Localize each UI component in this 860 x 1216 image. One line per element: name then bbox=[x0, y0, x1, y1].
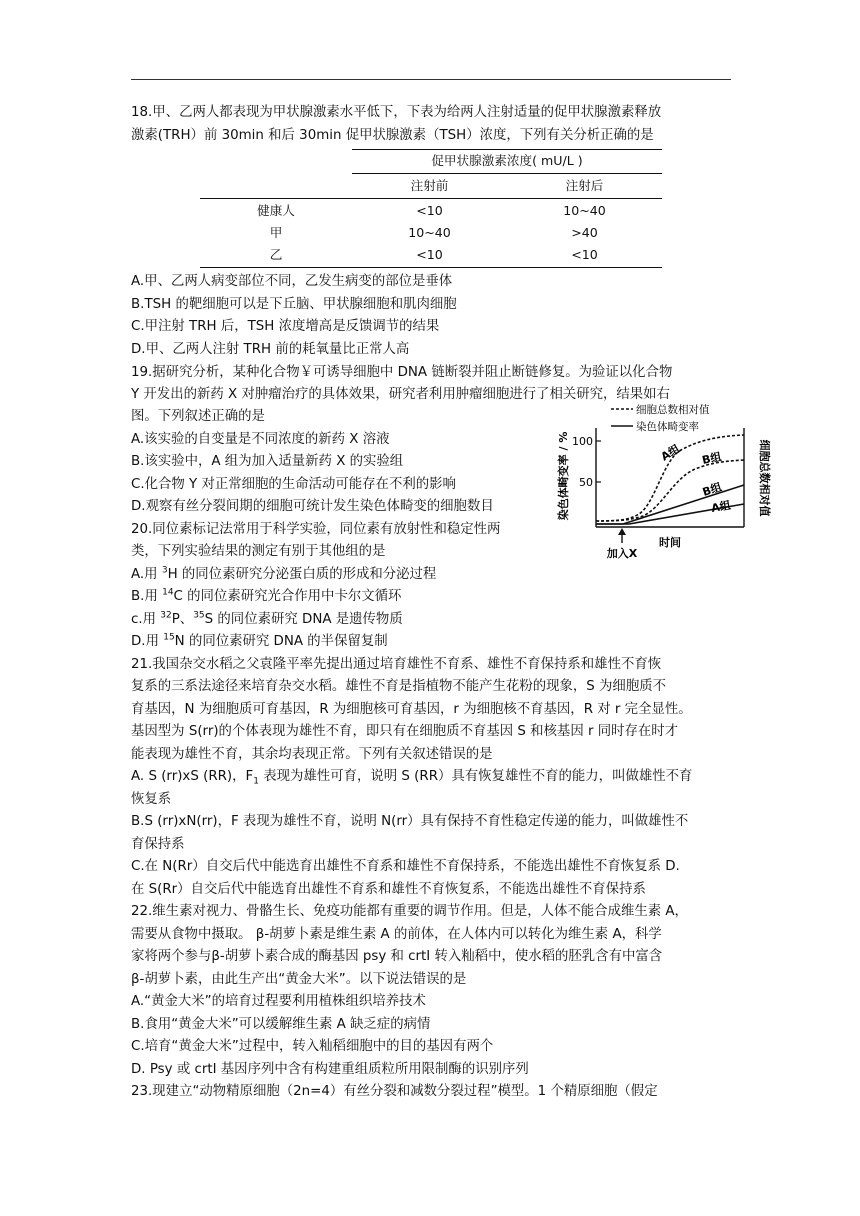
q19-stem-line-3: 图。下列叙述正确的是 bbox=[131, 409, 265, 424]
q19-option-b: B.该实验中，A 组为加入适量新药 X 的实验组 bbox=[131, 454, 404, 469]
q21-option-a-line-1: A. S (rr)xS (RR)，$F_1$ 表现为雄性可育，说明 S (RR）具有恢复雄性不育的能力，叫做雄性不育 bbox=[131, 769, 693, 787]
q18-option-d: D.甲、乙两人注射 TRH 前的耗氧量比正常人高 bbox=[131, 342, 410, 357]
legend-solid-label: 染色体畸变率 bbox=[636, 421, 699, 433]
q19-stem-line-2: Y 开发出的新药 X 对肿瘤治疗的具体效果，研究者利用肿瘤细胞进行了相关研究，结果如右 bbox=[131, 387, 670, 402]
q19-stem-line-1: 19.据研究分析，某种化合物￥可诱导细胞中 DNA 链断裂并阻止断链修复。为验证以化合物 bbox=[131, 365, 673, 380]
table-row-name: 甲 bbox=[269, 225, 283, 240]
q21-option-b-line-2: 育保持系 bbox=[131, 837, 185, 852]
q22-option-d: D. Psy 或 crtⅠ 基因序列中含有构建重组质粒所用限制酶的识别序列 bbox=[131, 1062, 529, 1077]
q21-option-b-line-1: B.S (rr)xN(rr)，F 表现为雄性不育，说明 N(rr）具有保持不育性稳定传递的能力，叫做雄性不 bbox=[131, 814, 689, 829]
label-b-solid: B组 bbox=[700, 480, 724, 499]
q22-stem-line-2: 需要从食物中摄取。 β-胡萝卜素是维生素 A 的前体，在人体内可以转化为维生素 A，科学 bbox=[131, 927, 662, 942]
tick-100: 100 bbox=[572, 435, 593, 448]
add-x-arrow-head bbox=[618, 528, 626, 535]
table-row-name: 健康人 bbox=[257, 203, 295, 218]
q18-stem-line-1: 18.甲、乙两人都表现为甲状腺激素水平低下，下表为给两人注射适量的促甲状腺激素释放 bbox=[131, 105, 662, 120]
q18-stem-line-2: 激素(TRH）前 30min 和后 30min 促甲状腺激素（TSH）浓度，下列有关分析正确的是 bbox=[131, 128, 654, 143]
q22-stem-line-1: 22.维生素对视力、骨骼生长、免疫功能都有重要的调节作用。但是，人体不能合成维生素 A， bbox=[131, 904, 688, 919]
q19-option-c: C.化合物 Y 对正常细胞的生命活动可能存在不利的影响 bbox=[131, 477, 456, 492]
q21-stem-line-4: 基因型为 S(rr)的个体表现为雄性不育，即只有在细胞质不育基因 S 和核基因 r 同时存在时才 bbox=[131, 724, 679, 739]
drug-effect-figure bbox=[551, 400, 776, 560]
table-cell: 10~40 bbox=[563, 203, 606, 218]
q22-option-a: A.“黄金大米”的培育过程要利用植株组织培养技术 bbox=[131, 994, 426, 1009]
q21-option-a-line-2: 恢复系 bbox=[131, 792, 172, 807]
q18-option-b: B.TSH 的靶细胞可以是下丘脑、甲状腺细胞和肌肉细胞 bbox=[131, 297, 457, 312]
q20-option-a: A.用 $^3$H 的同位素研究分泌蛋白质的形成和分泌过程 bbox=[131, 565, 437, 582]
q20-option-d: D.用 $^{15}$N 的同位素研究 DNA 的半保留复制 bbox=[131, 632, 388, 649]
q20-stem-line-1: 20.同位素标记法常用于科学实验，同位素有放射性和稳定性两 bbox=[131, 522, 501, 537]
q19-option-a: A.该实验的自变量是不同浓度的新药 X 溶液 bbox=[131, 432, 390, 447]
table-row-name: 乙 bbox=[269, 247, 283, 262]
table-col-after: 注射后 bbox=[565, 178, 604, 193]
q21-option-c: C.在 N(Rr）自交后代中能选育出雄性不育系和雄性不育保持系，不能选出雄性不育恢复系 D. bbox=[131, 859, 680, 874]
table-top-rule bbox=[352, 149, 662, 150]
table-cell: >40 bbox=[571, 225, 598, 240]
label-a-solid: A组 bbox=[710, 498, 732, 515]
y-axis-left-label: 染色体畸变率 / % bbox=[557, 431, 570, 521]
tick-50: 50 bbox=[579, 476, 593, 489]
q20-option-b: B.用 $^{14}$C 的同位素研究光合作用中卡尔文循环 bbox=[131, 587, 402, 604]
q21-stem-line-3: 育基因，N 为细胞质可育基因，R 为细胞核可育基因，r 为细胞核不育基因，R 对 r 完全显性。 bbox=[131, 702, 692, 717]
label-b-dashed: B组 bbox=[700, 450, 723, 467]
y-axis-right-label: 细胞总数相对值 bbox=[758, 439, 771, 517]
q21-option-d: 在 S(Rr）自交后代中能选育出雄性不育系和雄性不育恢复系，不能选出雄性不育保持系 bbox=[131, 882, 646, 897]
q21-stem-line-5: 能表现为雄性不育，其余均表现正常。下列有关叙述错误的是 bbox=[131, 747, 493, 762]
q20-stem-line-2: 类，下列实验结果的测定有别于其他组的是 bbox=[131, 544, 386, 559]
table-header-rule bbox=[200, 198, 662, 199]
table-bottom-rule bbox=[200, 267, 662, 268]
q21-stem-line-2: 复系的三系法途径来培育杂交水稻。雄性不育是指植物不能产生花粉的现象，S 为细胞质不 bbox=[131, 679, 666, 694]
table-cell: <10 bbox=[416, 203, 443, 218]
q21-stem-line-1: 21.我国杂交水稻之父袁隆平率先提出通过培育雄性不育系、雄性不育保持系和雄性不育恢 bbox=[131, 657, 662, 672]
q22-stem-line-4: β-胡萝卜素，由此生产出“黄金大米”。以下说法错误的是 bbox=[131, 972, 467, 987]
table-cell: <10 bbox=[416, 247, 443, 262]
x-axis-label: 时间 bbox=[659, 536, 681, 549]
q22-option-c: C.培育“黄金大米”过程中，转入籼稻细胞中的目的基因有两个 bbox=[131, 1039, 494, 1054]
legend-dashed-label: 细胞总数相对值 bbox=[636, 404, 710, 416]
q22-stem-line-3: 家将两个参与β-胡萝卜素合成的酶基因 psy 和 crtⅠ 转入籼稻中，使水稻的胚乳含有中富含 bbox=[131, 949, 663, 964]
label-a-dashed: A组 bbox=[658, 442, 683, 464]
table-cell: <10 bbox=[571, 247, 598, 262]
q18-option-a: A.甲、乙两人病变部位不同，乙发生病变的部位是垂体 bbox=[131, 274, 453, 289]
q22-option-b: B.食用“黄金大米”可以缓解维生素 A 缺乏症的病情 bbox=[131, 1017, 431, 1032]
q23-stem-line-1: 23.现建立“动物精原细胞（2n=4）有丝分裂和减数分裂过程”模型。1 个精原细胞（假定 bbox=[131, 1084, 658, 1099]
q20-option-c: c.用 $^{32}$P、$^{35}$S 的同位素研究 DNA 是遗传物质 bbox=[131, 610, 403, 627]
table-col-before: 注射前 bbox=[410, 178, 449, 193]
q19-option-d: D.观察有丝分裂间期的细胞可统计发生染色体畸变的细胞数目 bbox=[131, 499, 494, 514]
q18-option-c: C.甲注射 TRH 后，TSH 浓度增高是反馈调节的结果 bbox=[131, 319, 440, 334]
table-cell: 10~40 bbox=[408, 225, 451, 240]
add-x-label: 加入X bbox=[606, 547, 638, 560]
table-group-header: 促甲状腺激素浓度( mU/L ) bbox=[431, 153, 583, 168]
table-mid-rule bbox=[352, 173, 662, 174]
page-top-rule bbox=[131, 79, 731, 80]
